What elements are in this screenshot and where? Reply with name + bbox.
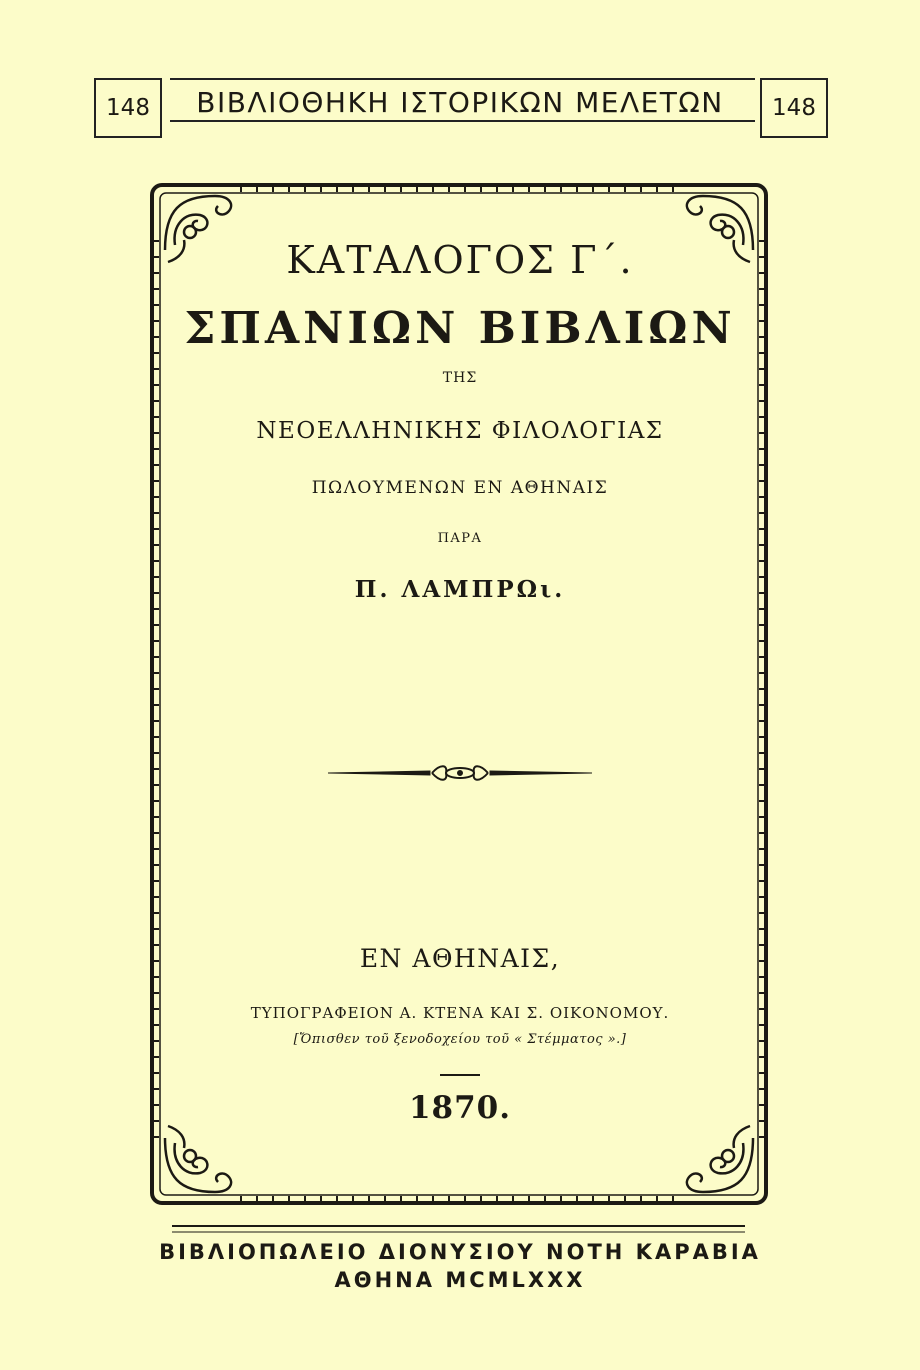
printer-line: ΤΥΠΟΓΡΑΦΕΙΟΝ Α. ΚΤΕΝΑ ΚΑΙ Σ. ΟΙΚΟΝΟΜΟΥ. (250, 1004, 670, 1022)
subject-line: ΝΕΟΕΛΛΗΝΙΚΗΣ ΦΙΛΟΛΟΓΙΑΣ (256, 418, 664, 444)
corner-ornament-bottom-right (687, 1126, 753, 1192)
series-number-right: 148 (760, 78, 828, 138)
series-title: ΒΙΒΛΙΟΘΗΚΗ ΙΣΤΟΡΙΚΩΝ ΜΕΛΕΤΩΝ (196, 86, 724, 119)
publisher-line-1: ΒΙΒΛΙΟΠΩΛΕΙΟ ΔΙΟΝΥΣΙΟΥ ΝΟΤΗ ΚΑΡΑΒΙΑ (159, 1240, 761, 1264)
main-title: ΣΠΑΝΙΩΝ ΒΙΒΛΙΩΝ (184, 303, 736, 354)
sold-line: ΠΩΛΟΥΜΕΝΩΝ ΕΝ ΑΘΗΝΑΙΣ (311, 478, 609, 498)
fleuron-divider (328, 766, 592, 780)
imprint-year: 1870. (408, 1090, 512, 1126)
printer-address: [Ὄπισθεν τοῦ ξενοδοχείου τοῦ « Στέμματος ».] (293, 1032, 627, 1047)
article-tis: ΤΗΣ (442, 370, 478, 386)
series-number-left: 148 (94, 78, 162, 138)
seller-name: Π. ΛΑΜΠΡΩι. (354, 576, 566, 603)
para-line: ΠΑΡΑ (437, 531, 483, 546)
corner-ornament-bottom-left (165, 1126, 231, 1192)
catalog-heading: ΚΑΤΑΛΟΓΟΣ Γ΄. (286, 238, 634, 282)
imprint-place: ΕΝ ΑΘΗΝΑΙΣ, (359, 944, 561, 973)
publisher-line-2: ΑΘΗΝΑ ΜCMLXXX (334, 1268, 586, 1292)
